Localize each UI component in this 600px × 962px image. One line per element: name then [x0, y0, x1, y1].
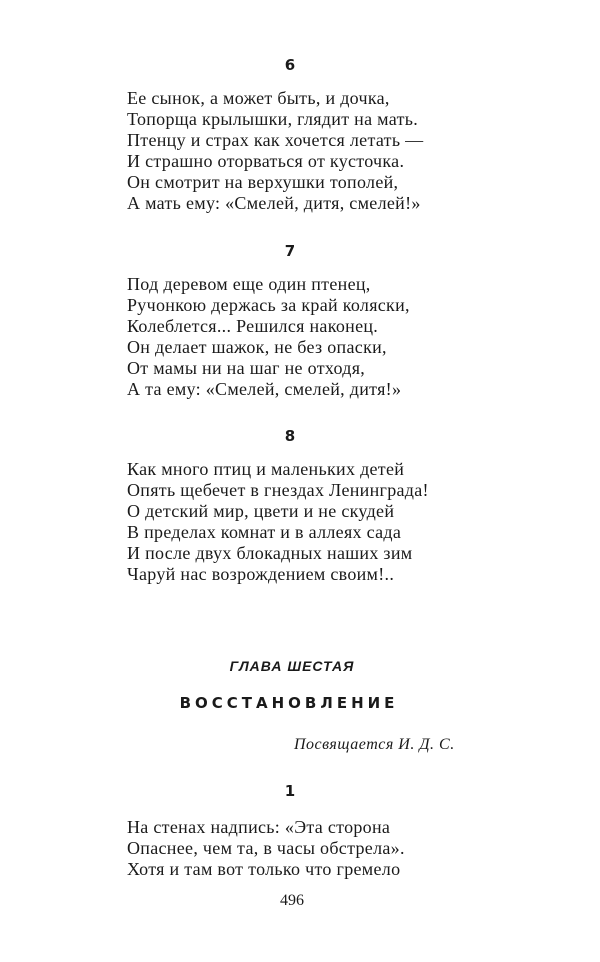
- verse-line: В пределах комнат и в аллеях сада: [127, 522, 402, 542]
- dedication: Посвящается И. Д. С.: [294, 736, 455, 753]
- section-number-7: 7: [284, 242, 296, 260]
- section-number-8: 8: [284, 427, 296, 445]
- section-number-6: 6: [284, 56, 296, 74]
- verse-line: На стенах надпись: «Эта сторона: [127, 817, 391, 837]
- stanza-8: [127, 459, 567, 585]
- chapter-title: ВОССТАНОВЛЕНИЕ: [179, 694, 399, 712]
- stanza-6: [127, 88, 567, 214]
- stanza-1: [127, 817, 567, 880]
- verse-line: Птенцу и страх как хочется летать —: [127, 130, 424, 150]
- verse-line: Он смотрит на верхушки тополей,: [127, 172, 399, 192]
- verse-line: О детский мир, цвети и не скудей: [127, 501, 395, 521]
- verse-line: Ручонкою держась за край коляски,: [127, 295, 410, 315]
- verse-line: А та ему: «Смелей, смелей, дитя!»: [127, 379, 402, 399]
- verse-line: И страшно оторваться от кусточка.: [127, 151, 405, 171]
- verse-line: Ее сынок, а может быть, и дочка,: [127, 88, 390, 108]
- verse-line: От мамы ни на шаг не отходя,: [127, 358, 366, 378]
- verse-line: Топорща крылышки, глядит на мать.: [127, 109, 419, 129]
- verse-line: И после двух блокадных наших зим: [127, 543, 413, 563]
- verse-line: Опаснее, чем та, в часы обстрела».: [127, 838, 405, 858]
- verse-line: Как много птиц и маленьких детей: [127, 459, 405, 479]
- page-number: 496: [280, 892, 304, 909]
- verse-line: Опять щебечет в гнездах Ленинграда!: [127, 480, 429, 500]
- stanza-7: [127, 274, 567, 400]
- section-number-1: 1: [284, 782, 296, 800]
- verse-line: Под деревом еще один птенец,: [127, 274, 371, 294]
- verse-line: Он делает шажок, не без опаски,: [127, 337, 387, 357]
- chapter-label: ГЛАВА ШЕСТАЯ: [229, 658, 355, 674]
- verse-line: Колеблется... Решился наконец.: [127, 316, 379, 336]
- verse-line: Хотя и там вот только что гремело: [127, 859, 401, 879]
- verse-line: Чаруй нас возрождением своим!..: [127, 564, 395, 584]
- verse-line: А мать ему: «Смелей, дитя, смелей!»: [127, 193, 421, 213]
